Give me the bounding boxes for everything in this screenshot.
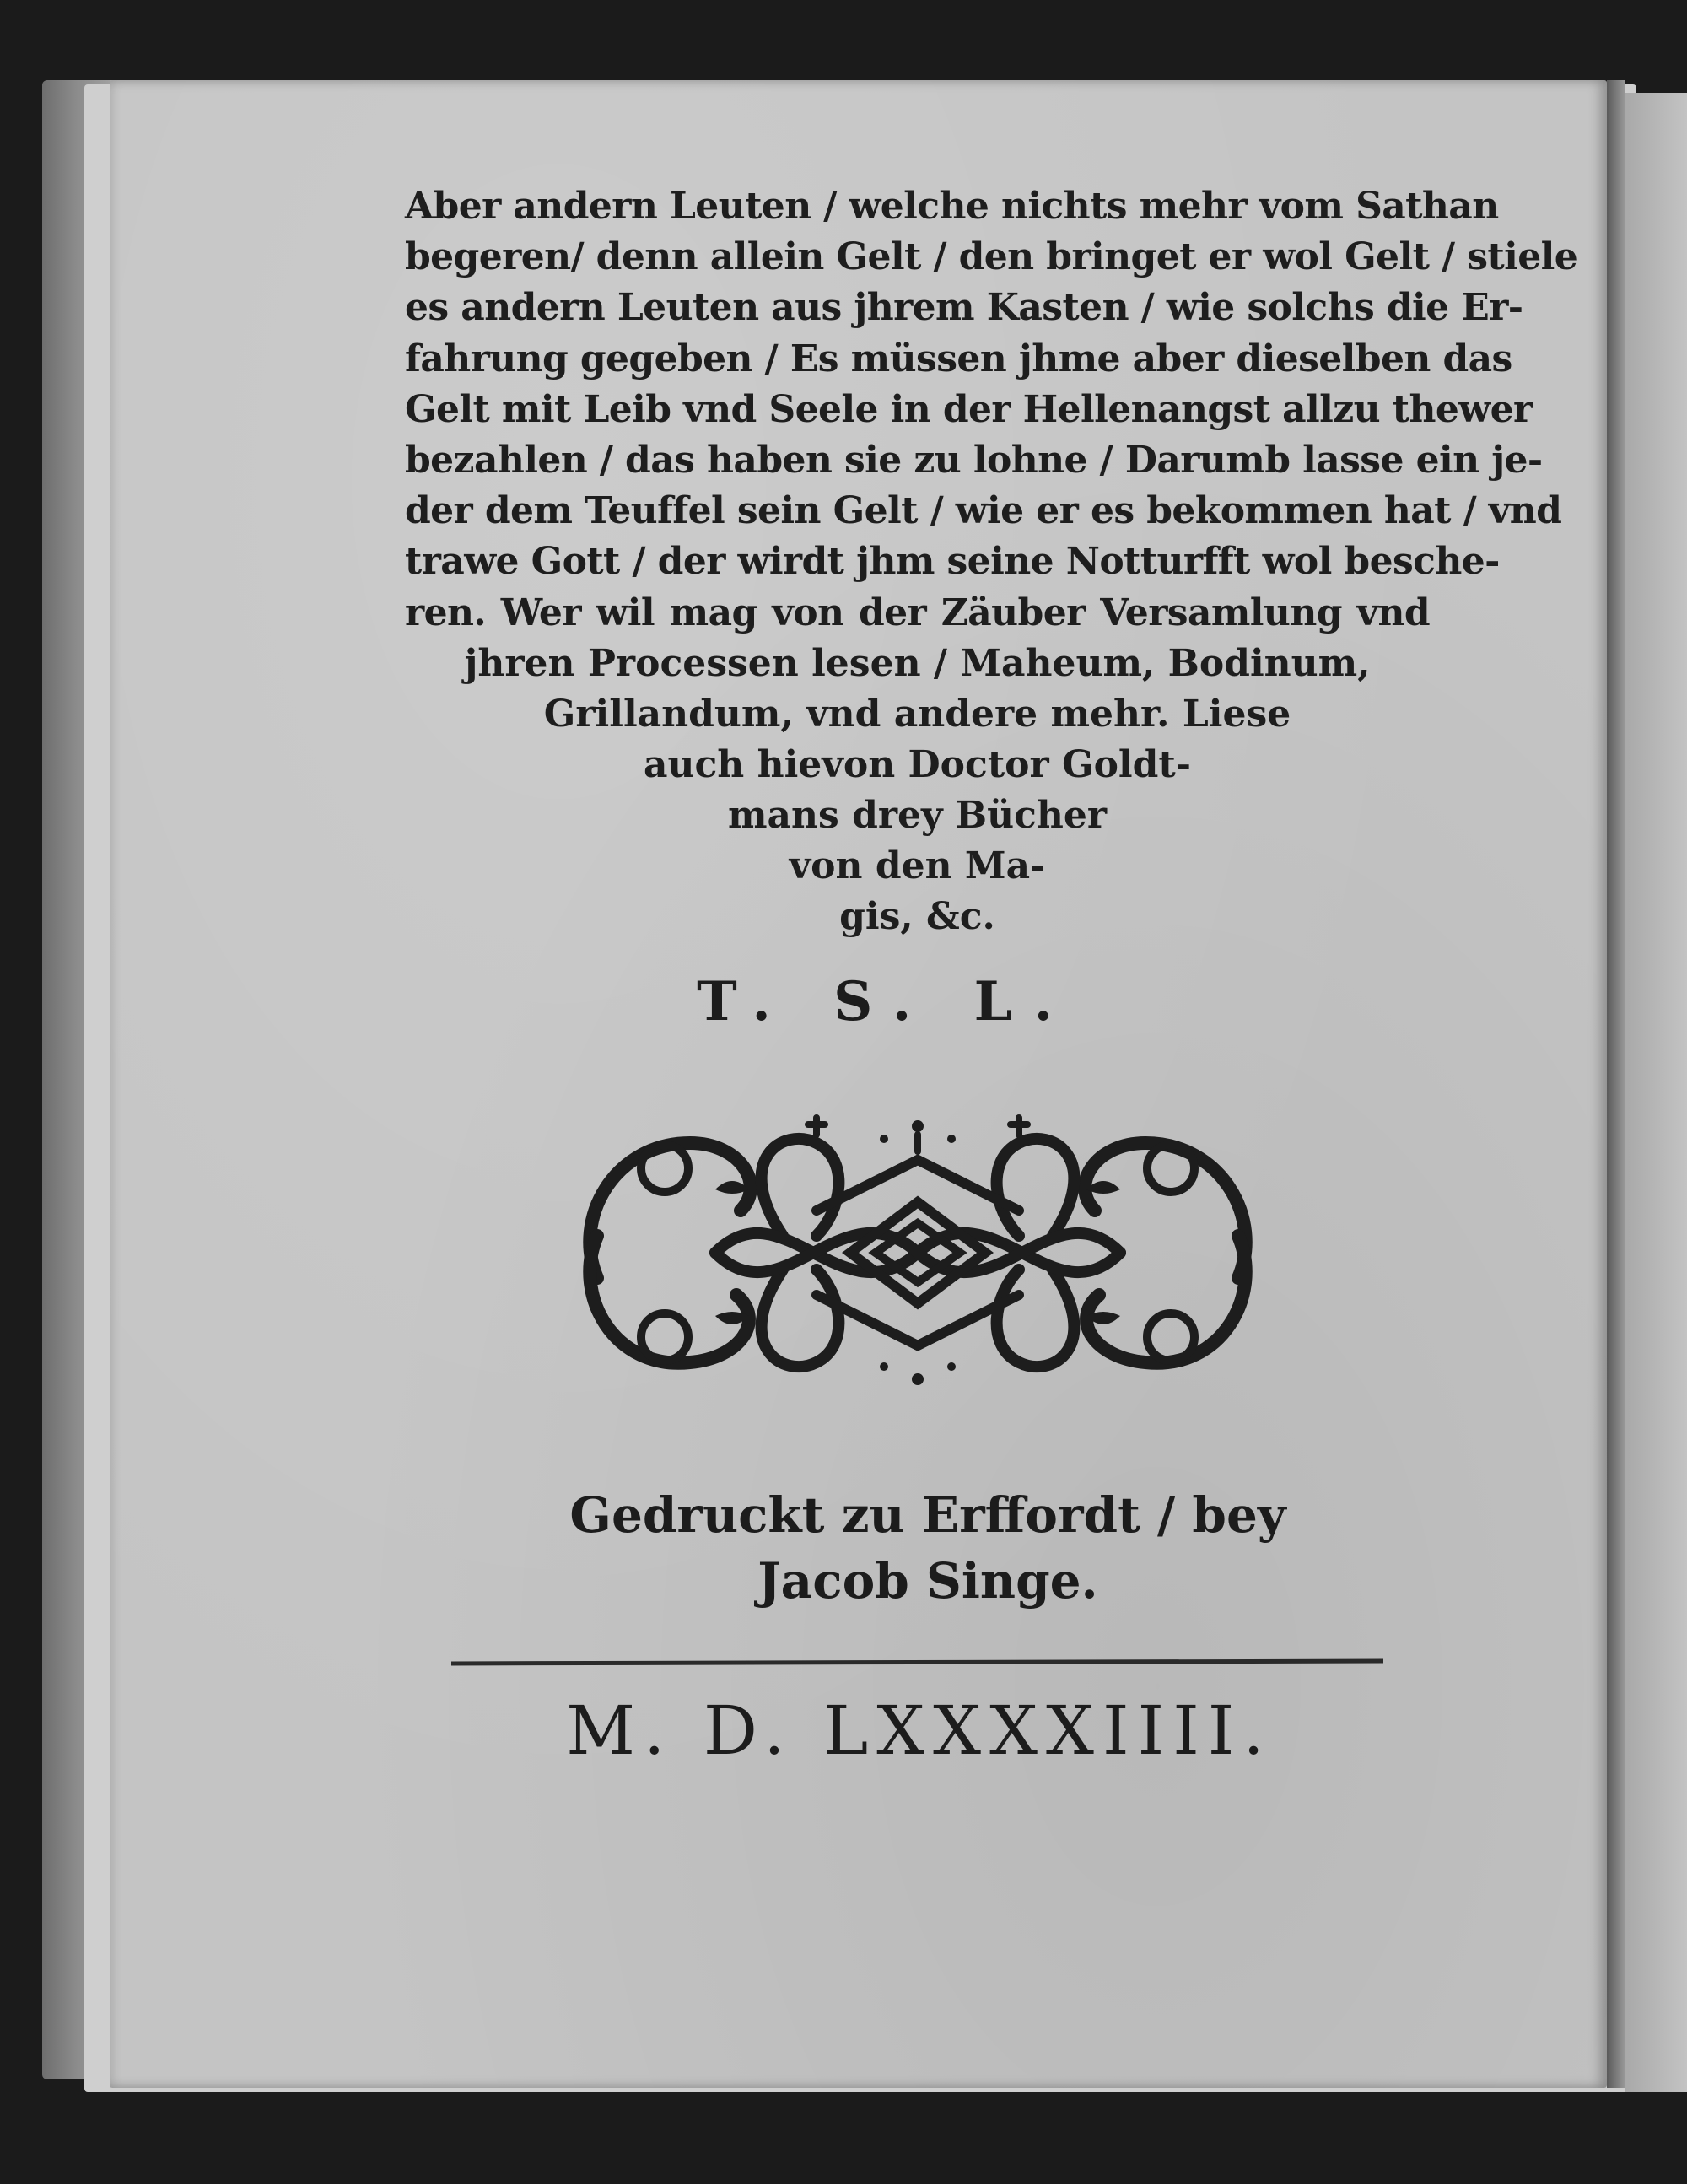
- text-line: Aber andern Leuten / welche nichts mehr vom Sathan: [405, 185, 1499, 228]
- text-line: der dem Teuffel sein Gelt / wie er es bekommen hat / vnd: [405, 489, 1562, 533]
- publication-date: M. D. LXXXXIIII.: [566, 1691, 1273, 1770]
- page-gutter: [1607, 80, 1625, 2088]
- body-text: [405, 181, 1578, 639]
- taper-line: auch hievon Doctor Goldt-: [644, 743, 1191, 786]
- text-line: ren. Wer wil mag von der Zäuber Versamlung vnd: [405, 590, 1430, 634]
- facing-page-edge: [1625, 93, 1687, 2092]
- taper-line: Grillandum, vnd andere mehr. Liese: [543, 693, 1291, 736]
- text-line: es andern Leuten aus jhrem Kasten / wie solchs die Er-: [405, 286, 1523, 330]
- text-line: fahrung gegeben / Es müssen jhme aber dieselben das: [405, 337, 1512, 380]
- taper-line: gis, &c.: [839, 895, 995, 938]
- taper-line: mans drey Bücher: [727, 794, 1108, 837]
- imprint-printer-name: Jacob Singe.: [757, 1552, 1098, 1610]
- taper-line: von den Ma-: [789, 844, 1046, 887]
- text-line: begeren/ denn allein Gelt / den bringet er wol Gelt / stiele: [405, 235, 1578, 279]
- text-line: bezahlen / das haben sie zu lohne / Darumb lasse ein je-: [405, 439, 1543, 483]
- imprint-line: Gedruckt zu Erffordt / bey: [569, 1486, 1286, 1544]
- printer-initials: T. S. L.: [697, 970, 1075, 1033]
- woodcut-knot-ornament: [563, 1109, 1272, 1396]
- text-line: trawe Gott / der wirdt jhm seine Notturfft wol besche-: [405, 540, 1500, 584]
- taper-line: jhren Processen lesen / Maheum, Bodinum,: [464, 642, 1371, 685]
- text-line: Gelt mit Leib vnd Seele in der Hellenangst allzu thewer: [405, 387, 1533, 431]
